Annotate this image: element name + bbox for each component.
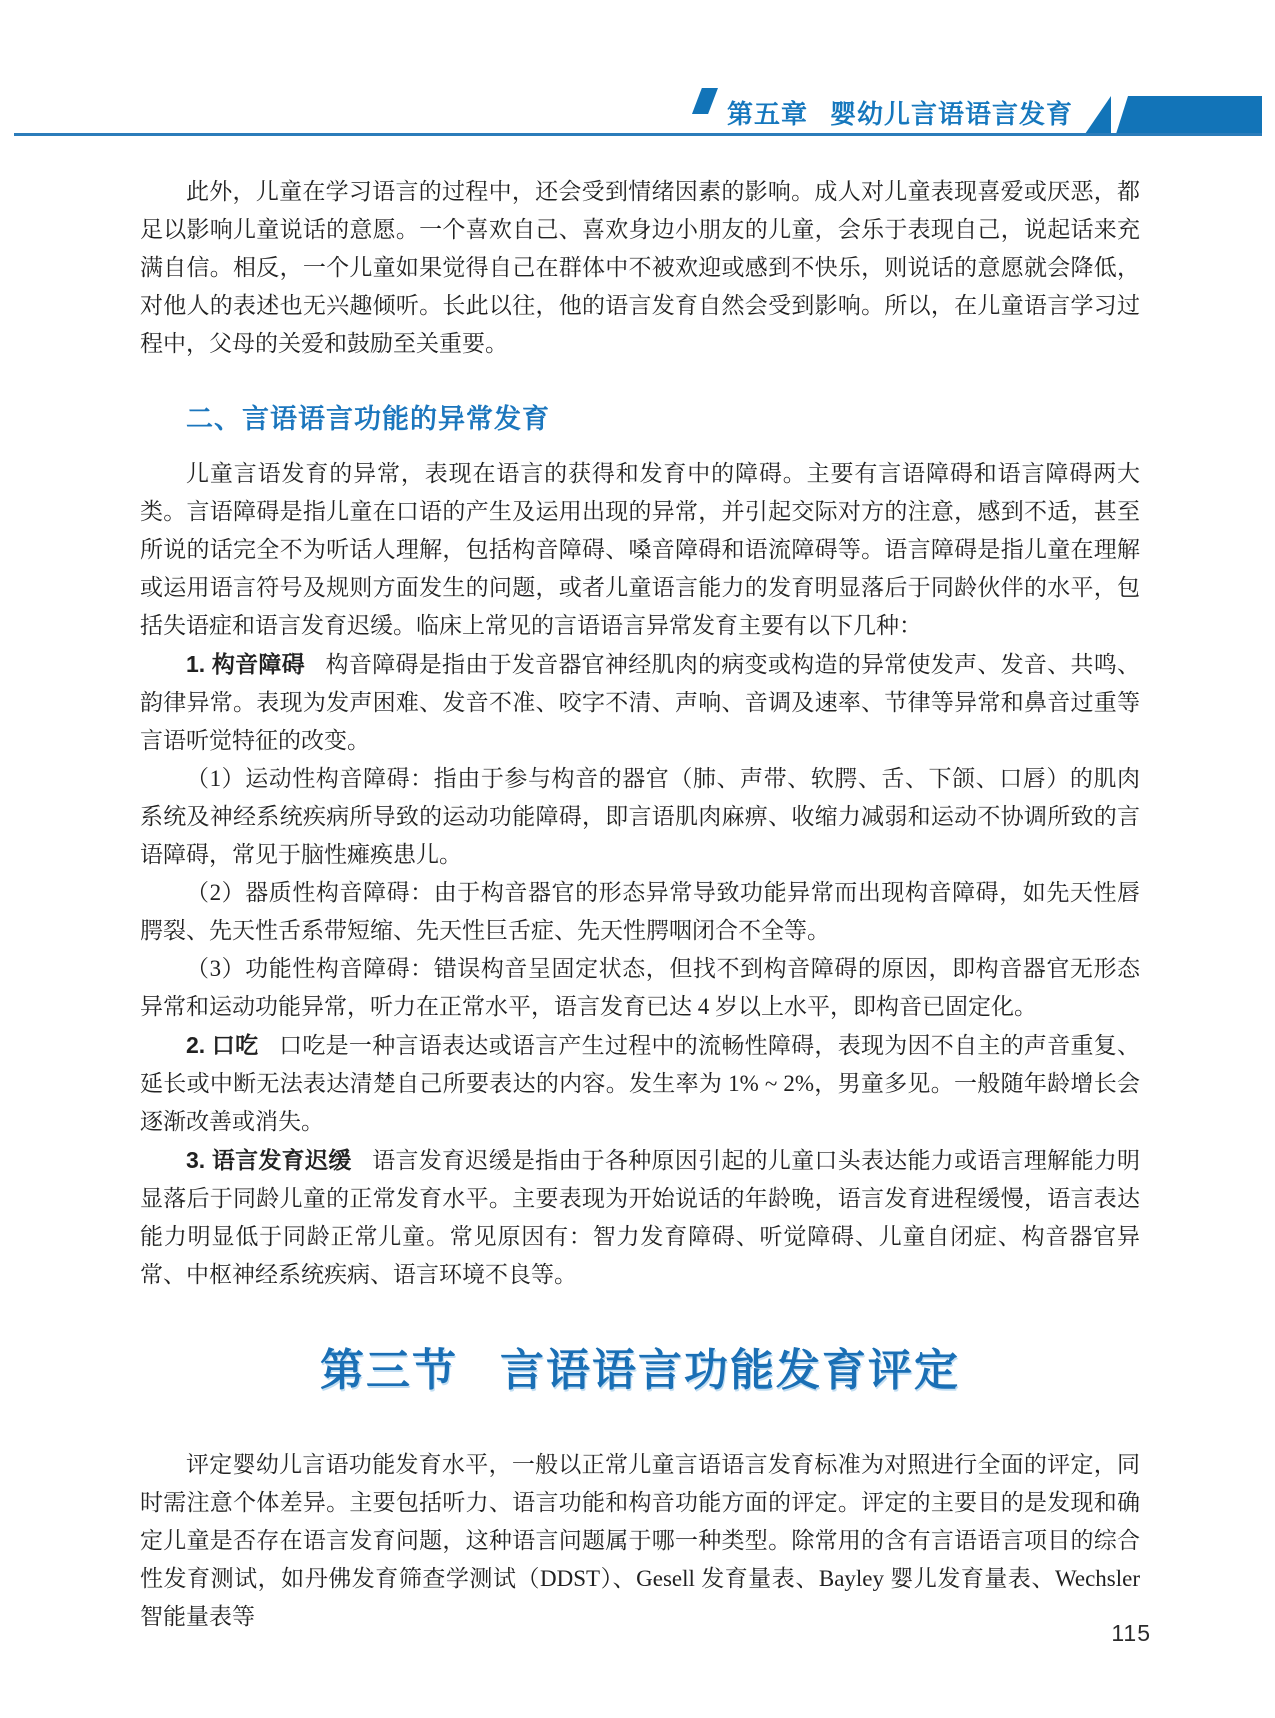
- sub-item-2: （2）器质性构音障碍：由于构音器官的形态异常导致功能异常而出现构音障碍，如先天性唇腭裂、先天性舌系带短缩、先天性巨舌症、先天性腭咽闭合不全等。: [140, 880, 1140, 943]
- paragraph-intro: 此外，儿童在学习语言的过程中，还会受到情绪因素的影响。成人对儿童表现喜爱或厌恶，都足以影响儿童说话的意愿。一个喜欢自己、喜欢身边小朋友的儿童，会乐于表现自己，说起话来充满自信。相反，一个儿童如果觉得自己在群体中不被欢迎或感到不快乐，则说话的意愿就会降低，对他人的表述也无兴趣倾听。长此以往，他的语言发育自然会受到影响。所以，在儿童语言学习过程中，父母的关爱和鼓励至关重要。: [140, 179, 1140, 356]
- chapter-banner: [692, 88, 1262, 134]
- list-item-2-label: 2. 口吃: [186, 1032, 259, 1058]
- banner-slant-icon: [1085, 96, 1111, 134]
- list-item-3-text: 语言发育迟缓是指由于各种原因引起的儿童口头表达能力或语言理解能力明显落后于同龄儿童的正常发育水平。主要表现为开始说话的年龄晚，语言发育进程缓慢，语言表达能力明显低于同龄正常儿童。常见原因有：智力发育障碍、听觉障碍、儿童自闭症、构音器官异常、中枢神经系统疾病、语言环境不良等。: [140, 1148, 1140, 1287]
- page-header: [0, 0, 1275, 137]
- paragraph-section3: 评定婴幼儿言语功能发育水平，一般以正常儿童言语语言发育标准为对照进行全面的评定，同时需注意个体差异。主要包括听力、语言功能和构音功能方面的评定。评定的主要目的是发现和确定儿童是否存在语言发育问题，这种语言问题属于哪一种类型。除常用的含有言语语言项目的综合性发育测试，如丹佛发育筛查学测试（DDST）、Gesell 发育量表、Bayley 婴儿发育量表、Wechsler 智能量表等: [140, 1452, 1140, 1629]
- list-item-3-label: 3. 语言发育迟缓: [186, 1147, 352, 1173]
- chapter-label: 第五章: [726, 99, 808, 129]
- section2-heading: 二、言语语言功能的异常发育: [186, 404, 550, 434]
- header-rule: [14, 133, 1262, 136]
- body-column: [0, 173, 1275, 1636]
- list-item-1-text: 构音障碍是指由于发音器官神经肌肉的病变或构造的异常使发声、发音、共鸣、韵律异常。表现为发声困难、发音不准、咬字不清、声响、音调及速率、节律等异常和鼻音过重等言语听觉特征的改变。: [140, 652, 1140, 753]
- list-item-2-text: 口吃是一种言语表达或语言产生过程中的流畅性障碍，表现为因不自主的声音重复、延长或中断无法表达清楚自己所要表达的内容。发生率为 1% ~ 2%，男童多见。一般随年龄增长会逐渐改善或消失。: [140, 1033, 1141, 1134]
- chapter-name: 婴幼儿言语语言发育: [829, 99, 1073, 129]
- section3-title: 言语语言功能发育评定: [500, 1346, 960, 1395]
- list-item-1-label: 1. 构音障碍: [186, 651, 305, 677]
- sub-item-1: （1）运动性构音障碍：指由于参与构音的器官（肺、声带、软腭、舌、下颌、口唇）的肌肉系统及神经系统疾病所导致的运动功能障碍，即言语肌肉麻痹、收缩力减弱和运动不协调所致的言语障碍，常见于脑性瘫痪患儿。: [140, 766, 1140, 867]
- banner-color-block: [1116, 96, 1262, 134]
- list-item-1: [140, 645, 1140, 760]
- section3-heading: [140, 1344, 1140, 1398]
- list-item-2: [140, 1026, 1140, 1141]
- list-item-3: [140, 1141, 1140, 1294]
- chapter-title: [727, 101, 1073, 134]
- section3-label: 第三节: [320, 1346, 458, 1395]
- banner-wedge-icon: [692, 88, 718, 114]
- paragraph-section2: 儿童言语发育的异常，表现在语言的获得和发育中的障碍。主要有言语障碍和语言障碍两大类。言语障碍是指儿童在口语的产生及运用出现的异常，并引起交际对方的注意，感到不适，甚至所说的话完全不为听话人理解，包括构音障碍、嗓音障碍和语流障碍等。语言障碍是指儿童在理解或运用语言符号及规则方面发生的问题，或者儿童语言能力的发育明显落后于同龄伙伴的水平，包括失语症和语言发育迟缓。临床上常见的言语语言异常发育主要有以下几种：: [140, 461, 1140, 638]
- sub-item-3: （3）功能性构音障碍：错误构音呈固定状态，但找不到构音障碍的原因，即构音器官无形态异常和运动功能异常，听力在正常水平，语言发育已达 4 岁以上水平，即构音已固定化。: [140, 956, 1140, 1019]
- page-number: 115: [1111, 1620, 1151, 1646]
